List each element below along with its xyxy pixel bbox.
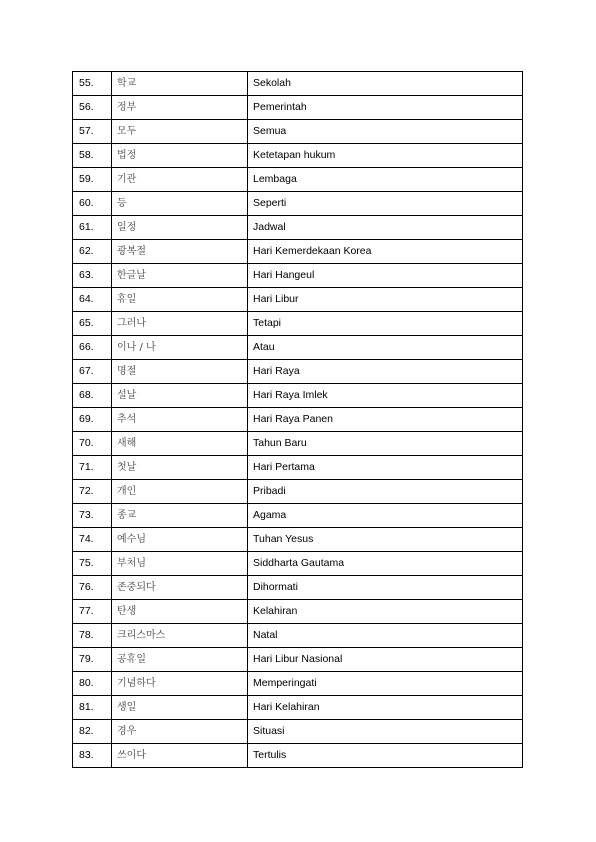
entry-number: 74. bbox=[73, 528, 112, 552]
korean-word: 학교 bbox=[112, 72, 248, 96]
table-row bbox=[73, 96, 523, 120]
indonesian-meaning: Dihormati bbox=[248, 576, 523, 600]
indonesian-meaning: Ketetapan hukum bbox=[248, 144, 523, 168]
table-row bbox=[73, 312, 523, 336]
korean-word: 기념하다 bbox=[112, 672, 248, 696]
indonesian-meaning: Siddharta Gautama bbox=[248, 552, 523, 576]
indonesian-meaning: Memperingati bbox=[248, 672, 523, 696]
indonesian-meaning: Lembaga bbox=[248, 168, 523, 192]
table-row bbox=[73, 144, 523, 168]
korean-word: 명절 bbox=[112, 360, 248, 384]
table-row bbox=[73, 216, 523, 240]
indonesian-meaning: Semua bbox=[248, 120, 523, 144]
indonesian-meaning: Natal bbox=[248, 624, 523, 648]
vocabulary-table bbox=[72, 71, 523, 768]
entry-number: 64. bbox=[73, 288, 112, 312]
korean-word: 탄생 bbox=[112, 600, 248, 624]
entry-number: 55. bbox=[73, 72, 112, 96]
indonesian-meaning: Atau bbox=[248, 336, 523, 360]
entry-number: 69. bbox=[73, 408, 112, 432]
table-row bbox=[73, 528, 523, 552]
korean-word: 모두 bbox=[112, 120, 248, 144]
indonesian-meaning: Jadwal bbox=[248, 216, 523, 240]
entry-number: 75. bbox=[73, 552, 112, 576]
vocabulary-table-body bbox=[73, 72, 523, 768]
entry-number: 63. bbox=[73, 264, 112, 288]
entry-number: 80. bbox=[73, 672, 112, 696]
entry-number: 79. bbox=[73, 648, 112, 672]
table-row bbox=[73, 120, 523, 144]
entry-number: 71. bbox=[73, 456, 112, 480]
korean-word: 이나 / 나 bbox=[112, 336, 248, 360]
indonesian-meaning: Hari Kelahiran bbox=[248, 696, 523, 720]
indonesian-meaning: Tertulis bbox=[248, 744, 523, 768]
table-row bbox=[73, 456, 523, 480]
entry-number: 65. bbox=[73, 312, 112, 336]
indonesian-meaning: Situasi bbox=[248, 720, 523, 744]
table-row bbox=[73, 240, 523, 264]
korean-word: 정부 bbox=[112, 96, 248, 120]
indonesian-meaning: Pribadi bbox=[248, 480, 523, 504]
entry-number: 57. bbox=[73, 120, 112, 144]
table-row bbox=[73, 696, 523, 720]
korean-word: 법정 bbox=[112, 144, 248, 168]
korean-word: 기관 bbox=[112, 168, 248, 192]
indonesian-meaning: Hari Raya Panen bbox=[248, 408, 523, 432]
indonesian-meaning: Hari Libur bbox=[248, 288, 523, 312]
entry-number: 58. bbox=[73, 144, 112, 168]
table-row bbox=[73, 360, 523, 384]
table-row bbox=[73, 72, 523, 96]
korean-word: 그러나 bbox=[112, 312, 248, 336]
korean-word: 개인 bbox=[112, 480, 248, 504]
korean-word: 새해 bbox=[112, 432, 248, 456]
indonesian-meaning: Seperti bbox=[248, 192, 523, 216]
entry-number: 70. bbox=[73, 432, 112, 456]
entry-number: 78. bbox=[73, 624, 112, 648]
korean-word: 존중되다 bbox=[112, 576, 248, 600]
indonesian-meaning: Tahun Baru bbox=[248, 432, 523, 456]
indonesian-meaning: Hari Raya Imlek bbox=[248, 384, 523, 408]
korean-word: 공휴일 bbox=[112, 648, 248, 672]
table-row bbox=[73, 600, 523, 624]
korean-word: 첫날 bbox=[112, 456, 248, 480]
table-row bbox=[73, 168, 523, 192]
table-row bbox=[73, 336, 523, 360]
table-row bbox=[73, 744, 523, 768]
indonesian-meaning: Tuhan Yesus bbox=[248, 528, 523, 552]
table-row bbox=[73, 672, 523, 696]
table-row bbox=[73, 480, 523, 504]
korean-word: 크리스마스 bbox=[112, 624, 248, 648]
entry-number: 68. bbox=[73, 384, 112, 408]
entry-number: 62. bbox=[73, 240, 112, 264]
entry-number: 61. bbox=[73, 216, 112, 240]
table-row bbox=[73, 624, 523, 648]
indonesian-meaning: Tetapi bbox=[248, 312, 523, 336]
indonesian-meaning: Hari Kemerdekaan Korea bbox=[248, 240, 523, 264]
table-row bbox=[73, 264, 523, 288]
korean-word: 추석 bbox=[112, 408, 248, 432]
entry-number: 59. bbox=[73, 168, 112, 192]
table-row bbox=[73, 552, 523, 576]
entry-number: 72. bbox=[73, 480, 112, 504]
table-row bbox=[73, 720, 523, 744]
entry-number: 76. bbox=[73, 576, 112, 600]
indonesian-meaning: Sekolah bbox=[248, 72, 523, 96]
korean-word: 휴일 bbox=[112, 288, 248, 312]
entry-number: 77. bbox=[73, 600, 112, 624]
korean-word: 부처님 bbox=[112, 552, 248, 576]
korean-word: 생일 bbox=[112, 696, 248, 720]
table-row bbox=[73, 192, 523, 216]
korean-word: 한글날 bbox=[112, 264, 248, 288]
entry-number: 56. bbox=[73, 96, 112, 120]
indonesian-meaning: Kelahiran bbox=[248, 600, 523, 624]
korean-word: 일정 bbox=[112, 216, 248, 240]
indonesian-meaning: Agama bbox=[248, 504, 523, 528]
entry-number: 81. bbox=[73, 696, 112, 720]
entry-number: 67. bbox=[73, 360, 112, 384]
indonesian-meaning: Hari Libur Nasional bbox=[248, 648, 523, 672]
table-row bbox=[73, 288, 523, 312]
entry-number: 83. bbox=[73, 744, 112, 768]
entry-number: 66. bbox=[73, 336, 112, 360]
table-row bbox=[73, 576, 523, 600]
entry-number: 60. bbox=[73, 192, 112, 216]
entry-number: 73. bbox=[73, 504, 112, 528]
korean-word: 광복절 bbox=[112, 240, 248, 264]
indonesian-meaning: Hari Hangeul bbox=[248, 264, 523, 288]
korean-word: 등 bbox=[112, 192, 248, 216]
korean-word: 종교 bbox=[112, 504, 248, 528]
table-row bbox=[73, 648, 523, 672]
table-row bbox=[73, 432, 523, 456]
korean-word: 쓰이다 bbox=[112, 744, 248, 768]
korean-word: 경우 bbox=[112, 720, 248, 744]
table-row bbox=[73, 384, 523, 408]
indonesian-meaning: Pemerintah bbox=[248, 96, 523, 120]
table-row bbox=[73, 504, 523, 528]
entry-number: 82. bbox=[73, 720, 112, 744]
indonesian-meaning: Hari Raya bbox=[248, 360, 523, 384]
table-row bbox=[73, 408, 523, 432]
indonesian-meaning: Hari Pertama bbox=[248, 456, 523, 480]
korean-word: 예수님 bbox=[112, 528, 248, 552]
korean-word: 설날 bbox=[112, 384, 248, 408]
